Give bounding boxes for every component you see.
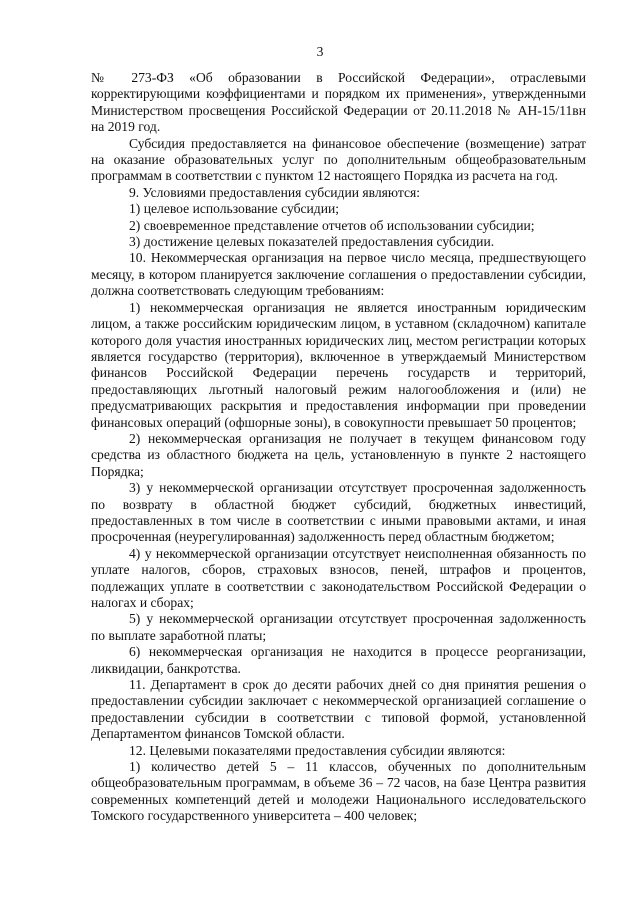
- paragraph: 1) целевое использование субсидии;: [129, 201, 340, 217]
- paragraph: 6) некоммерческая организация не находится в процессе реорганизации, ликвидации, банкротства.: [91, 644, 586, 676]
- document-body: [91, 70, 586, 825]
- paragraph: Субсидия предоставляется на финансовое обеспечение (возмещение) затрат на оказание образовательных услуг по дополнительным общеобразовательным программам в соответствии с пунктом 12 настоящего Порядка из расчета на год.: [91, 135, 586, 184]
- paragraph: 2) своевременное представление отчетов об использовании субсидии;: [129, 217, 535, 233]
- paragraph: 1) количество детей 5 – 11 классов, обученных по дополнительным общеобразовательным программам, в объеме 36 – 72 часов, на базе Центра развития современных компетенций детей и молодежи Национального исследовательского Томского государственного университета – 400 человек;: [91, 759, 586, 824]
- paragraph: 12. Целевыми показателями предоставления субсидии являются:: [129, 742, 506, 758]
- page-number: 3: [316, 44, 324, 59]
- paragraph: 5) у некоммерческой организации отсутствует просроченная задолженность по выплате заработной платы;: [91, 611, 586, 643]
- paragraph: № 273-ФЗ «Об образовании в Российской Федерации», отраслевыми корректирующими коэффициентами и порядком их применения», утвержденными Министерством просвещения Российской Федерации от 20.11.2018 № АН-15/11вн на 2019 год.: [91, 70, 586, 135]
- paragraph: 11. Департамент в срок до десяти рабочих дней со дня принятия решения о предоставлении субсидии заключает с некоммерческой организацией соглашение о предоставлении субсидии в соответствии с типовой формой, установленной Департаментом финансов Томской области.: [91, 677, 586, 742]
- paragraph: 3) достижение целевых показателей предоставления субсидии.: [129, 234, 495, 250]
- paragraph: 9. Условиями предоставления субсидии являются:: [129, 184, 421, 200]
- paragraph: 10. Некоммерческая организация на первое число месяца, предшествующего месяцу, в котором планируется заключение соглашения о предоставлении субсидии, должна соответствовать следующим требованиям:: [91, 250, 586, 299]
- paragraph: 4) у некоммерческой организации отсутствует неисполненная обязанность по уплате налогов, сборов, страховых взносов, пеней, штрафов и процентов, подлежащих уплате в соответствии с законодательством Российской Федерации о налогах и сборах;: [91, 545, 586, 610]
- paragraph: 3) у некоммерческой организации отсутствует просроченная задолженность по возврату в областной бюджет субсидий, бюджетных инвестиций, предоставленных в том числе в соответствии с иными правовыми актами, и иная просроченная (неурегулированная) задолженность перед областным бюджетом;: [91, 480, 586, 545]
- paragraph: 1) некоммерческая организация не является иностранным юридическим лицом, а также российским юридическим лицом, в уставном (складочном) капитале которого доля участия иностранных юридических лиц, местом регистрации которых является государство (территория), включенное в утверждаемый Министерством финансов Российской Федерации перечень государств и территорий, предоставляющих льготный налоговый режим налогообложения и (или) не предусматривающих раскрытия и предоставления информации при проведении финансовых операций (офшорные зоны), в совокупности превышает 50 процентов;: [91, 299, 586, 430]
- paragraph: 2) некоммерческая организация не получает в текущем финансовом году средства из областного бюджета на цель, установленную в пункте 2 настоящего Порядка;: [91, 430, 586, 479]
